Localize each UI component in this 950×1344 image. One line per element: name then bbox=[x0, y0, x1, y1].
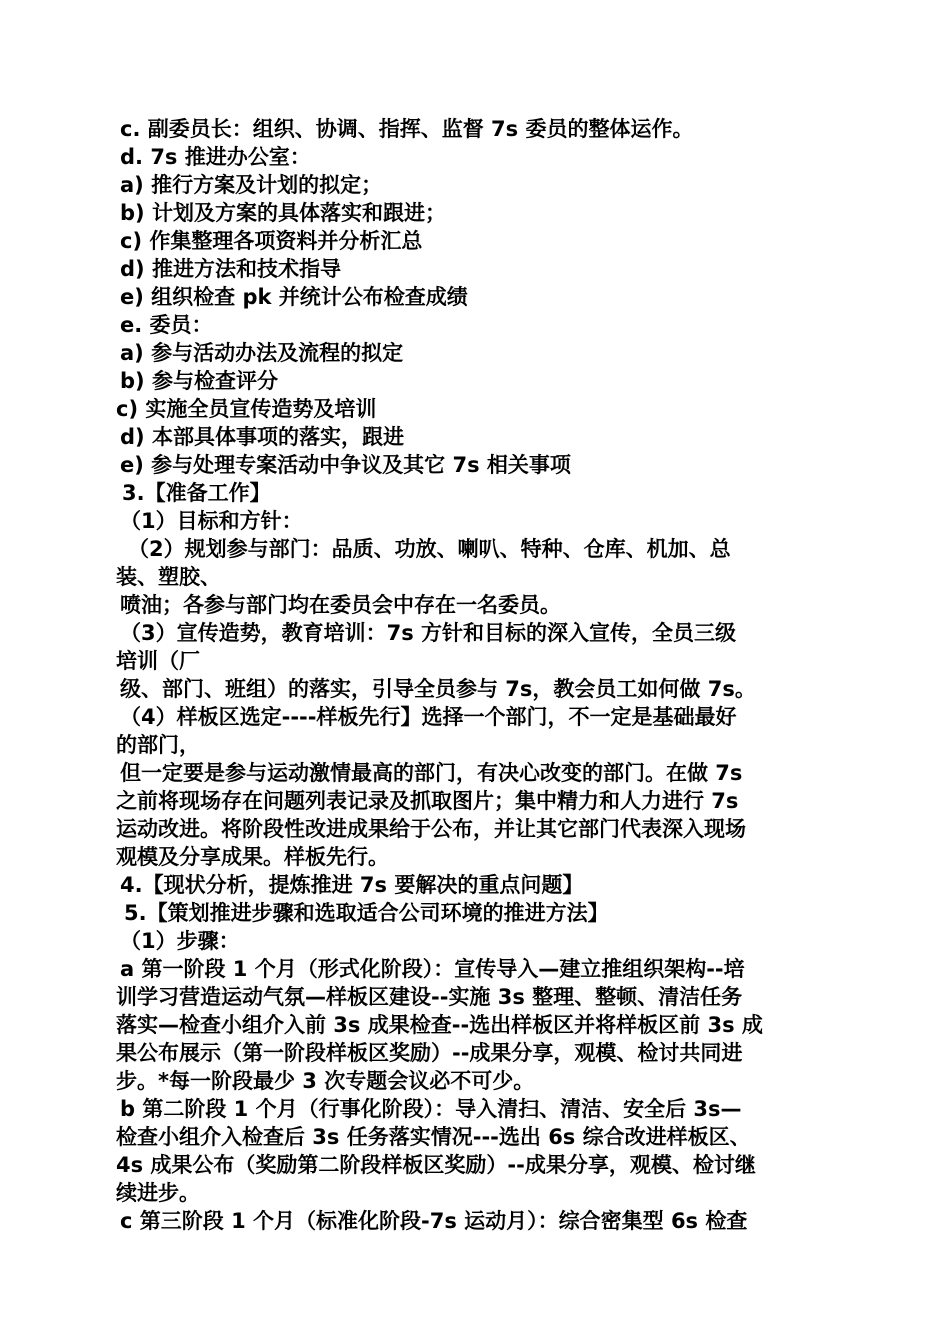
text-line: e. 委员： bbox=[120, 313, 213, 337]
text-line: 训学习营造运动气氛—样板区建设--实施 3s 整理、整顿、清洁任务 bbox=[116, 985, 743, 1009]
text-line: （1）目标和方针： bbox=[120, 509, 303, 533]
text-line: d. 7s 推进办公室： bbox=[120, 145, 311, 169]
text-line: c. 副委员长：组织、协调、指挥、监督 7s 委员的整体运作。 bbox=[120, 117, 694, 141]
text-line: （2）规划参与部门：品质、功放、喇叭、特种、仓库、机加、总 bbox=[128, 537, 731, 561]
text-line: c) 作集整理各项资料并分析汇总 bbox=[120, 229, 423, 253]
text-line: （4）样板区选定----样板先行】选择一个部门，不一定是基础最好 bbox=[120, 705, 737, 729]
text-line: 落实—检查小组介入前 3s 成果检查--选出样板区并将样板区前 3s 成 bbox=[116, 1013, 763, 1037]
text-line: 喷油；各参与部门均在委员会中存在一名委员。 bbox=[120, 593, 561, 617]
text-line: 步。*每一阶段最少 3 次专题会议必不可少。 bbox=[116, 1069, 535, 1093]
text-line: 3.【准备工作】 bbox=[122, 481, 271, 505]
text-line: a) 参与活动办法及流程的拟定 bbox=[120, 341, 404, 365]
text-line: e) 参与处理专案活动中争议及其它 7s 相关事项 bbox=[120, 453, 571, 477]
text-line: 5.【策划推进步骤和选取适合公司环境的推进方法】 bbox=[124, 901, 609, 925]
text-line: 续进步。 bbox=[116, 1181, 200, 1205]
text-line: a 第一阶段 1 个月（形式化阶段）：宣传导入—建立推组织架构--培 bbox=[120, 957, 745, 981]
text-line: 检查小组介入检查后 3s 任务落实情况---选出 6s 综合改进样板区、 bbox=[116, 1125, 751, 1149]
text-line: 培训（厂 bbox=[116, 649, 200, 673]
text-line: 之前将现场存在问题列表记录及抓取图片；集中精力和人力进行 7s bbox=[116, 789, 739, 813]
text-line: 级、部门、班组）的落实，引导全员参与 7s，教会员工如何做 7s。 bbox=[120, 677, 756, 701]
text-line: 的部门， bbox=[116, 733, 200, 757]
text-line: （1）步骤： bbox=[120, 929, 240, 953]
text-line: b) 计划及方案的具体落实和跟进； bbox=[120, 201, 446, 225]
text-line: 4.【现状分析，提炼推进 7s 要解决的重点问题】 bbox=[120, 873, 584, 897]
text-line: b) 参与检查评分 bbox=[120, 369, 278, 393]
text-line: 装、塑胶、 bbox=[116, 565, 221, 589]
text-line: e) 组织检查 pk 并统计公布检查成绩 bbox=[120, 285, 468, 309]
text-line: d) 推进方法和技术指导 bbox=[120, 257, 341, 281]
text-line: 运动改进。将阶段性改进成果给于公布，并让其它部门代表深入现场 bbox=[116, 817, 746, 841]
text-line: b 第二阶段 1 个月（行事化阶段）：导入清扫、清洁、安全后 3s— bbox=[120, 1097, 742, 1121]
text-line: 果公布展示（第一阶段样板区奖励）--成果分享，观模、检讨共同进 bbox=[116, 1041, 743, 1065]
text-line: （3）宣传造势，教育培训：7s 方针和目标的深入宣传，全员三级 bbox=[120, 621, 737, 645]
text-line: 但一定要是参与运动激情最高的部门，有决心改变的部门。在做 7s bbox=[120, 761, 743, 785]
text-line: c 第三阶段 1 个月（标准化阶段-7s 运动月）：综合密集型 6s 检查 bbox=[120, 1209, 748, 1233]
text-line: a) 推行方案及计划的拟定； bbox=[120, 173, 383, 197]
text-line: d) 本部具体事项的落实，跟进 bbox=[120, 425, 404, 449]
text-line: 观模及分享成果。样板先行。 bbox=[116, 845, 389, 869]
text-line: 4s 成果公布（奖励第二阶段样板区奖励）--成果分享，观模、检讨继 bbox=[116, 1153, 756, 1177]
text-line: c) 实施全员宣传造势及培训 bbox=[116, 397, 377, 421]
